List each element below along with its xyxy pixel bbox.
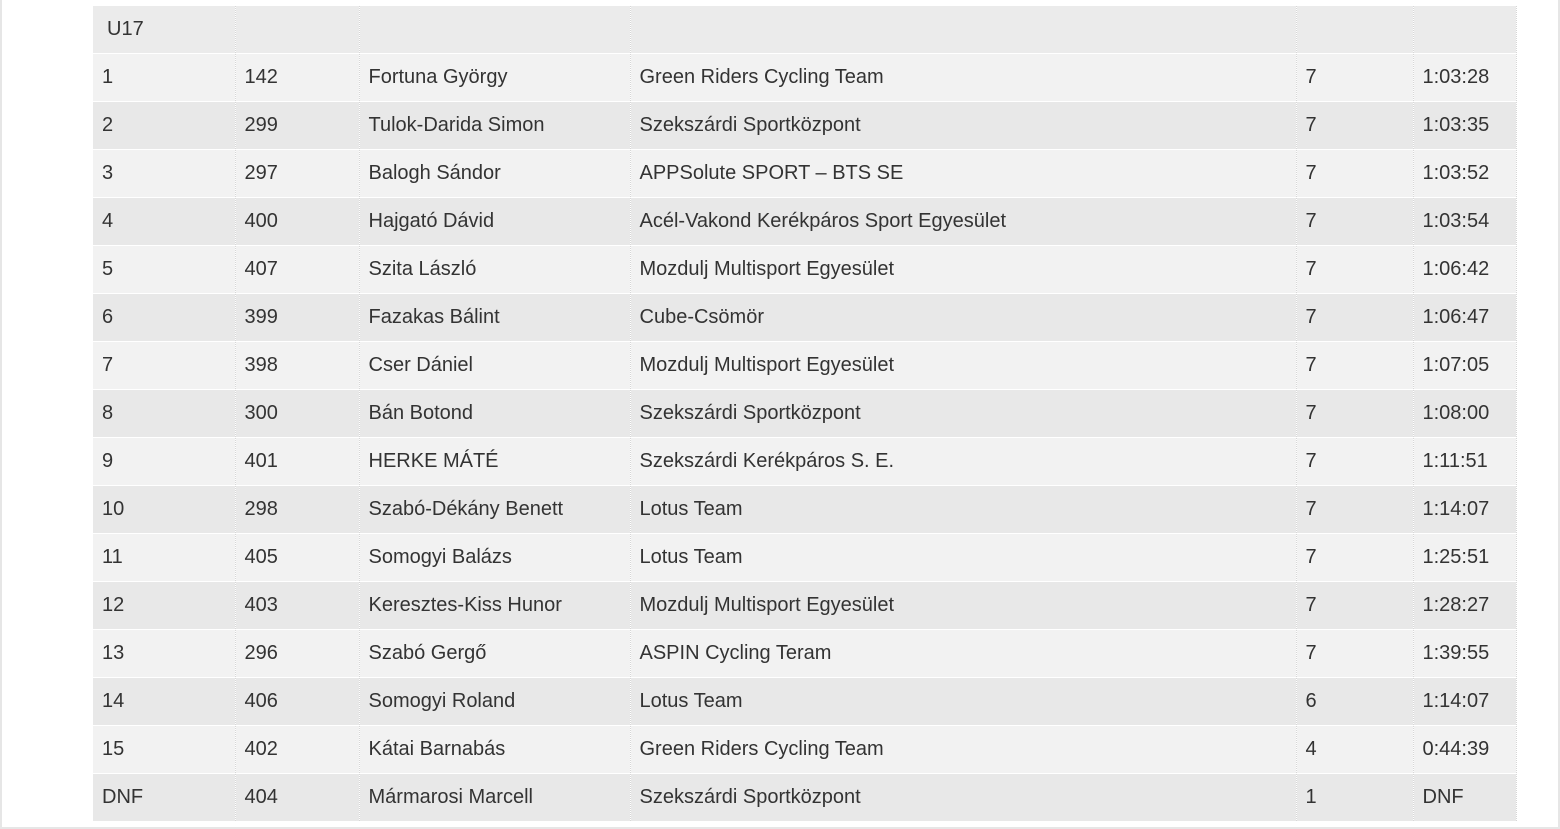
rider-name-cell: Bán Botond: [359, 390, 630, 438]
place-cell: 5: [93, 246, 235, 294]
table-row: [93, 54, 1516, 102]
place-cell: 11: [93, 534, 235, 582]
laps-cell: 7: [1296, 246, 1413, 294]
team-name-cell: Mozdulj Multisport Egyesület: [630, 342, 1296, 390]
time-cell: 1:08:00: [1413, 390, 1516, 438]
team-name-cell: ASPIN Cycling Teram: [630, 630, 1296, 678]
rider-name-cell: Hajgató Dávid: [359, 198, 630, 246]
place-cell: 1: [93, 54, 235, 102]
results-table: [93, 6, 1517, 822]
laps-cell: 7: [1296, 486, 1413, 534]
left-border: [0, 0, 2, 829]
rider-name-cell: Kátai Barnabás: [359, 726, 630, 774]
bib-cell: 399: [235, 294, 359, 342]
team-name-cell: Lotus Team: [630, 678, 1296, 726]
time-cell: 1:03:35: [1413, 102, 1516, 150]
table-row: [93, 582, 1516, 630]
laps-cell: 7: [1296, 294, 1413, 342]
rider-name-cell: Somogyi Balázs: [359, 534, 630, 582]
place-cell: 6: [93, 294, 235, 342]
bib-cell: 402: [235, 726, 359, 774]
rider-name-cell: Szabó-Dékány Benett: [359, 486, 630, 534]
time-cell: 1:03:54: [1413, 198, 1516, 246]
rider-name-cell: Somogyi Roland: [359, 678, 630, 726]
team-name-cell: Lotus Team: [630, 534, 1296, 582]
rider-name-cell: Fortuna György: [359, 54, 630, 102]
category-row: [93, 6, 1516, 54]
laps-cell: 7: [1296, 582, 1413, 630]
laps-cell: 4: [1296, 726, 1413, 774]
category-empty-cell: [235, 6, 359, 54]
team-name-cell: Green Riders Cycling Team: [630, 726, 1296, 774]
team-name-cell: Lotus Team: [630, 486, 1296, 534]
laps-cell: 7: [1296, 390, 1413, 438]
table-row: [93, 774, 1516, 822]
place-cell: 10: [93, 486, 235, 534]
place-cell: DNF: [93, 774, 235, 822]
table-row: [93, 534, 1516, 582]
time-cell: 1:25:51: [1413, 534, 1516, 582]
rider-name-cell: Szabó Gergő: [359, 630, 630, 678]
category-empty-cell: [1296, 6, 1413, 54]
rider-name-cell: Keresztes-Kiss Hunor: [359, 582, 630, 630]
category-empty-cell: [1413, 6, 1516, 54]
team-name-cell: Mozdulj Multisport Egyesület: [630, 246, 1296, 294]
team-name-cell: Acél-Vakond Kerékpáros Sport Egyesület: [630, 198, 1296, 246]
table-row: [93, 150, 1516, 198]
time-cell: 1:07:05: [1413, 342, 1516, 390]
bib-cell: 142: [235, 54, 359, 102]
laps-cell: 7: [1296, 438, 1413, 486]
bib-cell: 300: [235, 390, 359, 438]
rider-name-cell: Balogh Sándor: [359, 150, 630, 198]
team-name-cell: Szekszárdi Sportközpont: [630, 390, 1296, 438]
time-cell: 1:14:07: [1413, 486, 1516, 534]
category-label: U17: [93, 6, 235, 54]
rider-name-cell: Tulok-Darida Simon: [359, 102, 630, 150]
place-cell: 9: [93, 438, 235, 486]
laps-cell: 1: [1296, 774, 1413, 822]
bib-cell: 400: [235, 198, 359, 246]
laps-cell: 7: [1296, 54, 1413, 102]
team-name-cell: Szekszárdi Kerékpáros S. E.: [630, 438, 1296, 486]
table-row: [93, 342, 1516, 390]
place-cell: 3: [93, 150, 235, 198]
time-cell: 1:14:07: [1413, 678, 1516, 726]
bib-cell: 398: [235, 342, 359, 390]
place-cell: 13: [93, 630, 235, 678]
table-row: [93, 678, 1516, 726]
bib-cell: 403: [235, 582, 359, 630]
category-empty-cell: [630, 6, 1296, 54]
table-row: [93, 246, 1516, 294]
rider-name-cell: HERKE MÁTÉ: [359, 438, 630, 486]
place-cell: 7: [93, 342, 235, 390]
time-cell: DNF: [1413, 774, 1516, 822]
place-cell: 8: [93, 390, 235, 438]
team-name-cell: Szekszárdi Sportközpont: [630, 102, 1296, 150]
time-cell: 1:03:28: [1413, 54, 1516, 102]
bib-cell: 405: [235, 534, 359, 582]
bib-cell: 299: [235, 102, 359, 150]
team-name-cell: Szekszárdi Sportközpont: [630, 774, 1296, 822]
time-cell: 1:39:55: [1413, 630, 1516, 678]
bib-cell: 298: [235, 486, 359, 534]
laps-cell: 7: [1296, 198, 1413, 246]
table-row: [93, 726, 1516, 774]
bib-cell: 296: [235, 630, 359, 678]
bib-cell: 404: [235, 774, 359, 822]
table-row: [93, 102, 1516, 150]
place-cell: 4: [93, 198, 235, 246]
table-row: [93, 630, 1516, 678]
table-row: [93, 294, 1516, 342]
place-cell: 2: [93, 102, 235, 150]
time-cell: 1:28:27: [1413, 582, 1516, 630]
bib-cell: 401: [235, 438, 359, 486]
team-name-cell: Green Riders Cycling Team: [630, 54, 1296, 102]
time-cell: 1:11:51: [1413, 438, 1516, 486]
laps-cell: 7: [1296, 534, 1413, 582]
place-cell: 12: [93, 582, 235, 630]
bib-cell: 407: [235, 246, 359, 294]
rider-name-cell: Cser Dániel: [359, 342, 630, 390]
bib-cell: 406: [235, 678, 359, 726]
rider-name-cell: Fazakas Bálint: [359, 294, 630, 342]
place-cell: 15: [93, 726, 235, 774]
table-row: [93, 486, 1516, 534]
table-row: [93, 198, 1516, 246]
laps-cell: 7: [1296, 150, 1413, 198]
time-cell: 1:06:42: [1413, 246, 1516, 294]
laps-cell: 7: [1296, 102, 1413, 150]
team-name-cell: APPSolute SPORT – BTS SE: [630, 150, 1296, 198]
bib-cell: 297: [235, 150, 359, 198]
table-row: [93, 438, 1516, 486]
team-name-cell: Mozdulj Multisport Egyesület: [630, 582, 1296, 630]
time-cell: 0:44:39: [1413, 726, 1516, 774]
place-cell: 14: [93, 678, 235, 726]
team-name-cell: Cube-Csömör: [630, 294, 1296, 342]
laps-cell: 6: [1296, 678, 1413, 726]
rider-name-cell: Szita László: [359, 246, 630, 294]
laps-cell: 7: [1296, 342, 1413, 390]
time-cell: 1:06:47: [1413, 294, 1516, 342]
time-cell: 1:03:52: [1413, 150, 1516, 198]
rider-name-cell: Mármarosi Marcell: [359, 774, 630, 822]
laps-cell: 7: [1296, 630, 1413, 678]
category-empty-cell: [359, 6, 630, 54]
table-row: [93, 390, 1516, 438]
